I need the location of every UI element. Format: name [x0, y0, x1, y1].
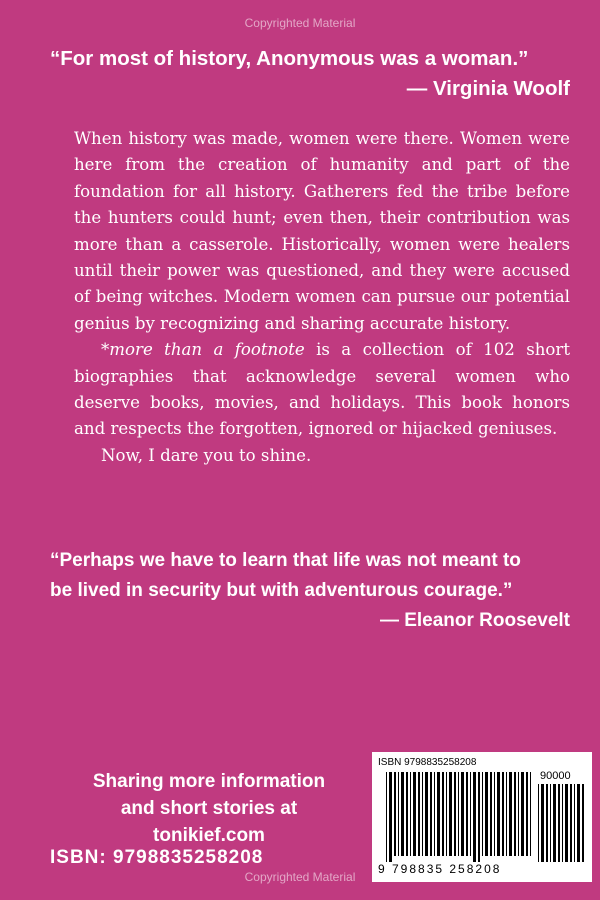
barcode-bar: [466, 772, 468, 856]
barcode-bar: [425, 772, 428, 856]
barcode-bar: [394, 772, 396, 856]
barcode-bar: [434, 772, 435, 856]
barcode-bar: [577, 784, 580, 862]
quote-author: — Eleanor Roosevelt: [379, 610, 570, 631]
barcode-bar: [449, 772, 452, 856]
barcode-bar: [485, 772, 488, 856]
barcode-bar: [497, 772, 500, 856]
watermark-top: Copyrighted Material: [244, 16, 356, 30]
description-paragraph-2: [74, 337, 570, 443]
isbn-text: ISBN: 9798835258208: [50, 847, 264, 868]
barcode-bar: [446, 772, 447, 856]
barcode-bar: [406, 772, 408, 856]
barcode-bar: [413, 772, 416, 856]
barcode-bar: [565, 784, 568, 862]
barcode-bar: [526, 772, 528, 856]
barcode-label: ISBN 9798835258208: [378, 757, 477, 768]
barcode-bar: [514, 772, 516, 856]
barcode-bar: [401, 772, 404, 856]
barcode-bar: [418, 772, 420, 856]
barcode-bar: [398, 772, 399, 856]
barcode-bar: [410, 772, 411, 856]
quote-line-1: “Perhaps we have to learn that life was not meant to: [50, 550, 521, 571]
barcode-bar: [550, 784, 551, 862]
barcode-bar: [442, 772, 444, 856]
barcode-bar: [482, 772, 483, 856]
barcode-bar: [461, 772, 464, 856]
quote-virginia-woolf: [50, 44, 570, 104]
barcode-bar: [470, 772, 471, 856]
barcode-bar: [494, 772, 495, 856]
quote-text: “For most of history, Anonymous was a woman.”: [50, 47, 529, 70]
barcode-bar: [502, 772, 504, 856]
description-paragraph-2-text: is a collection of 102 short biographies that acknowledge several women who deserve books, movies, and holidays. This book honors and respects the forgotten, ignored or hijacked geniuses.: [74, 340, 570, 439]
watermark-bottom: Copyrighted Material: [244, 870, 356, 884]
barcode-bar: [570, 784, 572, 862]
quote-line-2: be lived in security but with adventurous courage.”: [50, 580, 513, 601]
barcode-bar: [490, 772, 492, 856]
barcode-bar: [546, 784, 548, 862]
isbn-barcode: [372, 752, 592, 882]
barcode-bar: [430, 772, 432, 856]
barcode-bar: [562, 784, 563, 862]
quote-author: — Virginia Woolf: [406, 77, 570, 100]
barcode-bar: [541, 784, 544, 862]
book-description: [74, 126, 570, 469]
description-paragraph-1: When history was made, women were there. Women were here from the creation of humanity and part of the foundation for all history. Gatherers fed the tribe before the hunters could hunt; even then, their contribution was more than a casserole. Historically, women were healers until their power was questioned, and they were accused of being witches. Modern women can pursue our potential genius by recognizing and sharing accurate history.: [74, 129, 570, 333]
barcode-bar: [478, 772, 480, 862]
promo-text: [74, 768, 344, 849]
promo-line-1: Sharing more information: [92, 771, 326, 792]
barcode-bar: [521, 772, 524, 856]
barcode-bar: [582, 784, 584, 862]
barcode-addon-number: 90000: [540, 770, 571, 782]
description-paragraph-3: Now, I dare you to shine.: [101, 445, 312, 465]
book-title: *more than a footnote: [101, 340, 305, 360]
barcode-bar: [558, 784, 560, 862]
barcode-bar: [389, 772, 392, 862]
barcode-bar: [553, 784, 556, 862]
barcode-bar: [473, 772, 476, 862]
barcode-bar: [574, 784, 575, 862]
barcode-bar: [422, 772, 423, 856]
quote-eleanor-roosevelt: [50, 546, 570, 636]
barcode-bar: [386, 772, 387, 862]
barcode-bar: [530, 772, 531, 856]
promo-line-2: and short stories at: [120, 798, 298, 819]
promo-website: tonikief.com: [153, 825, 265, 846]
barcode-bar: [506, 772, 507, 856]
barcode-bar: [454, 772, 456, 856]
barcode-bar: [518, 772, 519, 856]
barcode-digits: 9 798835 258208: [378, 862, 502, 876]
barcode-bar: [538, 784, 539, 862]
barcode-bar: [509, 772, 512, 856]
barcode-bar: [437, 772, 440, 856]
barcode-bar: [458, 772, 459, 856]
